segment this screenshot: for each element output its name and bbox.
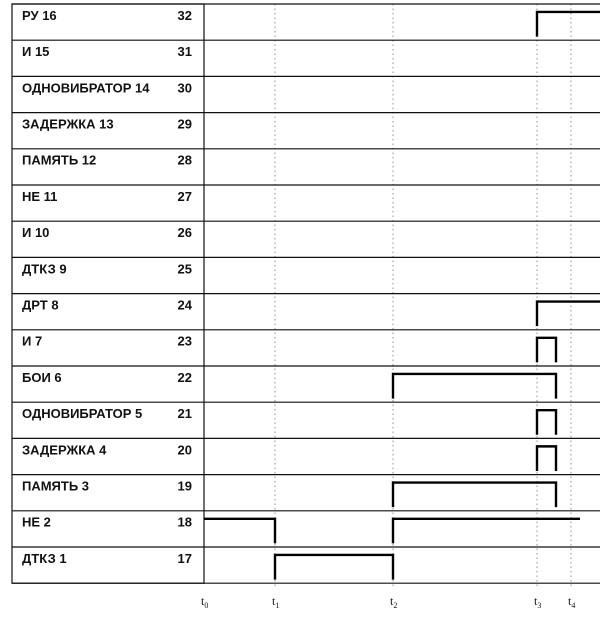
row-number: 18 (177, 514, 192, 530)
row-label: ОДНОВИБРАТОР 14 (22, 80, 150, 96)
row-number: 27 (177, 188, 192, 204)
time-label-t2: $t_2$ (390, 594, 398, 611)
row-number: 25 (177, 261, 192, 277)
row-number: 31 (177, 44, 192, 60)
signal-pulse (275, 555, 393, 580)
row-label: ПАМЯТЬ 3 (22, 478, 90, 494)
row-label: БОИ 6 (22, 369, 62, 385)
row-number: 20 (177, 442, 192, 458)
signal-pulse (393, 374, 556, 399)
time-label-t4: $t_4$ (568, 594, 576, 611)
row-label: ДРТ 8 (22, 297, 59, 313)
row-label: РУ 16 (22, 7, 57, 23)
signal-pulse (537, 446, 556, 471)
row-number: 21 (177, 406, 192, 422)
row-label: И 10 (22, 225, 50, 241)
time-axis (201, 594, 575, 610)
time-label-t3: $t_3$ (534, 594, 542, 611)
signal-pulse (537, 12, 600, 37)
row-number: 28 (177, 152, 192, 168)
row-number: 17 (177, 550, 192, 566)
time-label-t1: $t_1$ (272, 594, 280, 611)
row-number: 30 (177, 80, 192, 96)
row-label: ЗАДЕРЖКА 4 (22, 442, 107, 458)
row-label: ДТКЗ 9 (22, 261, 67, 277)
row-number: 24 (177, 297, 192, 313)
time-label-t0: $t_0$ (201, 594, 209, 611)
signal-pulse (537, 410, 556, 435)
row-number: 23 (177, 333, 192, 349)
row-number: 19 (177, 478, 192, 494)
row-label: ДТКЗ 1 (22, 550, 67, 566)
row-label: ПАМЯТЬ 12 (22, 152, 97, 168)
row-number: 26 (177, 225, 192, 241)
signal-pulse (537, 302, 600, 327)
row-label: НЕ 2 (22, 514, 51, 530)
row-label: И 7 (22, 333, 43, 349)
signal-pulse (537, 338, 556, 363)
row-labels (22, 8, 193, 566)
row-label: ЗАДЕРЖКА 13 (22, 116, 114, 132)
waveforms (204, 12, 600, 580)
signal-pulse (204, 519, 275, 544)
row-number: 32 (177, 7, 192, 23)
row-number: 29 (177, 116, 192, 132)
row-label: ОДНОВИБРАТОР 5 (22, 406, 143, 422)
row-number: 22 (177, 369, 192, 385)
row-label: НЕ 11 (22, 188, 58, 204)
row-label: И 15 (22, 44, 50, 60)
signal-pulse (393, 519, 580, 544)
signal-pulse (393, 483, 556, 508)
